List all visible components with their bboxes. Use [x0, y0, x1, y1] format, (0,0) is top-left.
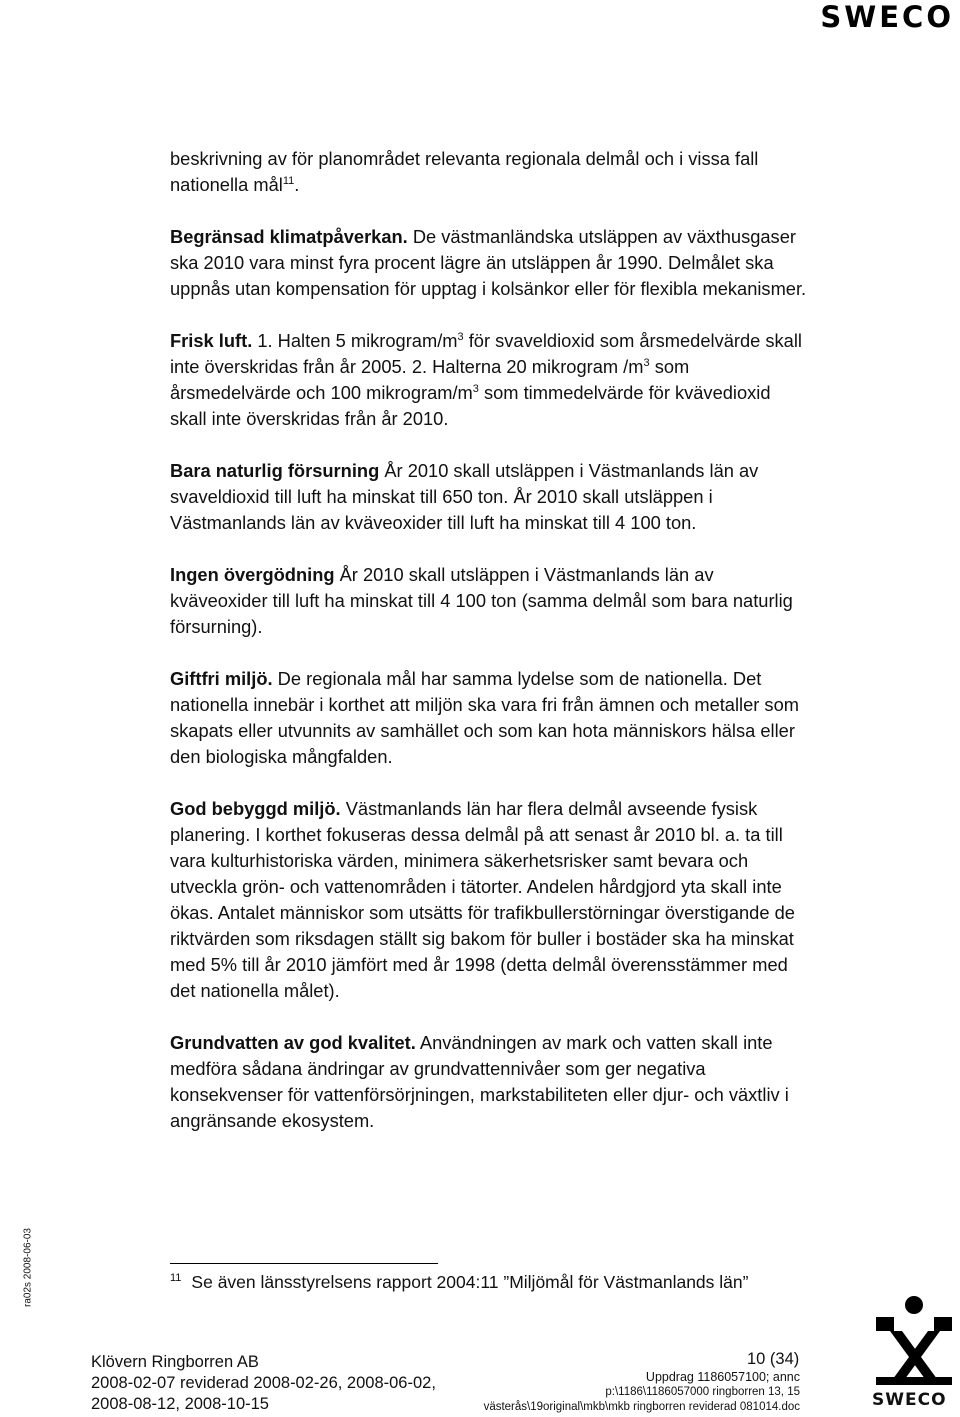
sweco-logo-icon [876, 1295, 956, 1405]
footnote-number: 11 [170, 1272, 182, 1285]
paragraph-overgodning: Ingen övergödning År 2010 skall utsläppen i Västmanlands län av kväveoxider till luft ha minskat till 4 100 ton (samma delmål som bara naturlig försurning). [170, 564, 793, 637]
heading-overgodning: Ingen övergödning [170, 564, 335, 585]
document-body [170, 146, 810, 1160]
paragraph-forsurning: Bara naturlig försurning År 2010 skall utsläppen i Västmanlands län av svaveldioxid till luft ha minskat till 650 ton. År 2010 skall utsläppen i Västmanlands län av kväveoxider till luft ha minskat till 4 100 ton. [170, 460, 759, 533]
footer-company: Klövern Ringborren AB [91, 1353, 259, 1371]
footer-right [484, 1370, 800, 1415]
sweco-logo-header: SWECO [820, 0, 954, 34]
paragraph-klimat: Begränsad klimatpåverkan. De västmanländska utsläppen av växthusgaser ska 2010 vara minst fyra procent lägre än utsläppen år 1990. Delmålet ska uppnås utan kompensation för upptag i kolsänkor eller för flexibla mekanismer. [170, 226, 807, 299]
footnote-divider [170, 1263, 438, 1264]
paragraph-giftfri: Giftfri miljö. De regionala mål har samma lydelse som de nationella. Det nationella innebär i korthet att miljön ska vara fri från ämnen och metaller som skapats eller utvunnits av samhället och som kan hota människors hälsa eller den biologiska mångfalden. [170, 668, 799, 767]
heading-giftfri: Giftfri miljö. [170, 668, 273, 689]
heading-frisk-luft: Frisk luft. [170, 330, 253, 351]
page-number: 10 (34) [747, 1350, 800, 1368]
footer-left [91, 1352, 451, 1415]
heading-klimat: Begränsad klimatpåverkan. [170, 226, 408, 247]
footer-path-2: västerås\19original\mkb\mkb ringborren reviderad 081014.doc [483, 1401, 800, 1413]
side-stamp: ra02s 2008-06-03 [22, 1228, 34, 1307]
heading-grundvatten: Grundvatten av god kvalitet. [170, 1032, 416, 1053]
footnote-text: Se även länsstyrelsens rapport 2004:11 ”Miljömål för Västmanlands län” [191, 1272, 749, 1292]
paragraph-bebyggd: God bebyggd miljö. Västmanlands län har flera delmål avseende fysisk planering. I korthet fokuseras dessa delmål på att senast år 2010 bl. a. ta till vara kulturhistoriska värden, minimera säkerhetsrisker samt bevara och utveckla grön- och vattenområden i tätorter. Andelen hårdgjord yta skall inte ökas. Antalet människor som utsätts för trafikbullerstörningar överstigande de riktvärden som riksdagen ställt sig bakom för buller i bostäder ska ha minskat med 5% till år 2010 jämfört med år 1998 (detta delmål överensstämmer med det nationella målet). [170, 798, 795, 1001]
heading-bebyggd: God bebyggd miljö. [170, 798, 341, 819]
paragraph-frisk-luft: Frisk luft. 1. Halten 5 mikrogram/$m^3$ för svaveldioxid som årsmedelvärde skall inte överskridas från år 2005. 2. Halterna 20 mikrogram $/m^3$ som årsmedelvärde och 100 mikrogram/$m^3$ som timmedelvärde för kvävedioxid skall inte överskridas från år 2010. [170, 330, 802, 429]
heading-forsurning: Bara naturlig försurning [170, 460, 380, 481]
footer-assignment: Uppdrag 1186057100; annc [645, 1370, 800, 1384]
footnote [170, 1272, 748, 1293]
paragraph-grundvatten: Grundvatten av god kvalitet. Användningen av mark och vatten skall inte medföra sådana ändringar av grundvattennivåer som ger negativa konsekvenser för vattenförsörjningen, markstabiliteten eller djur- och växtliv i angränsande ekosystem. [170, 1032, 789, 1131]
footer-dates: 2008-02-07 reviderad 2008-02-26, 2008-06-02, 2008-08-12, 2008-10-15 [91, 1374, 436, 1413]
footer-path-1: p:\1186\1186057000 ringborren 13, 15 [605, 1386, 800, 1398]
footnote-ref: 11 [282, 174, 295, 187]
paragraph-intro: beskrivning av för planområdet relevanta regionala delmål och i vissa fall nationella mål$^{11}$. [170, 148, 759, 195]
sweco-logo-footer: SWECO [872, 1390, 947, 1410]
